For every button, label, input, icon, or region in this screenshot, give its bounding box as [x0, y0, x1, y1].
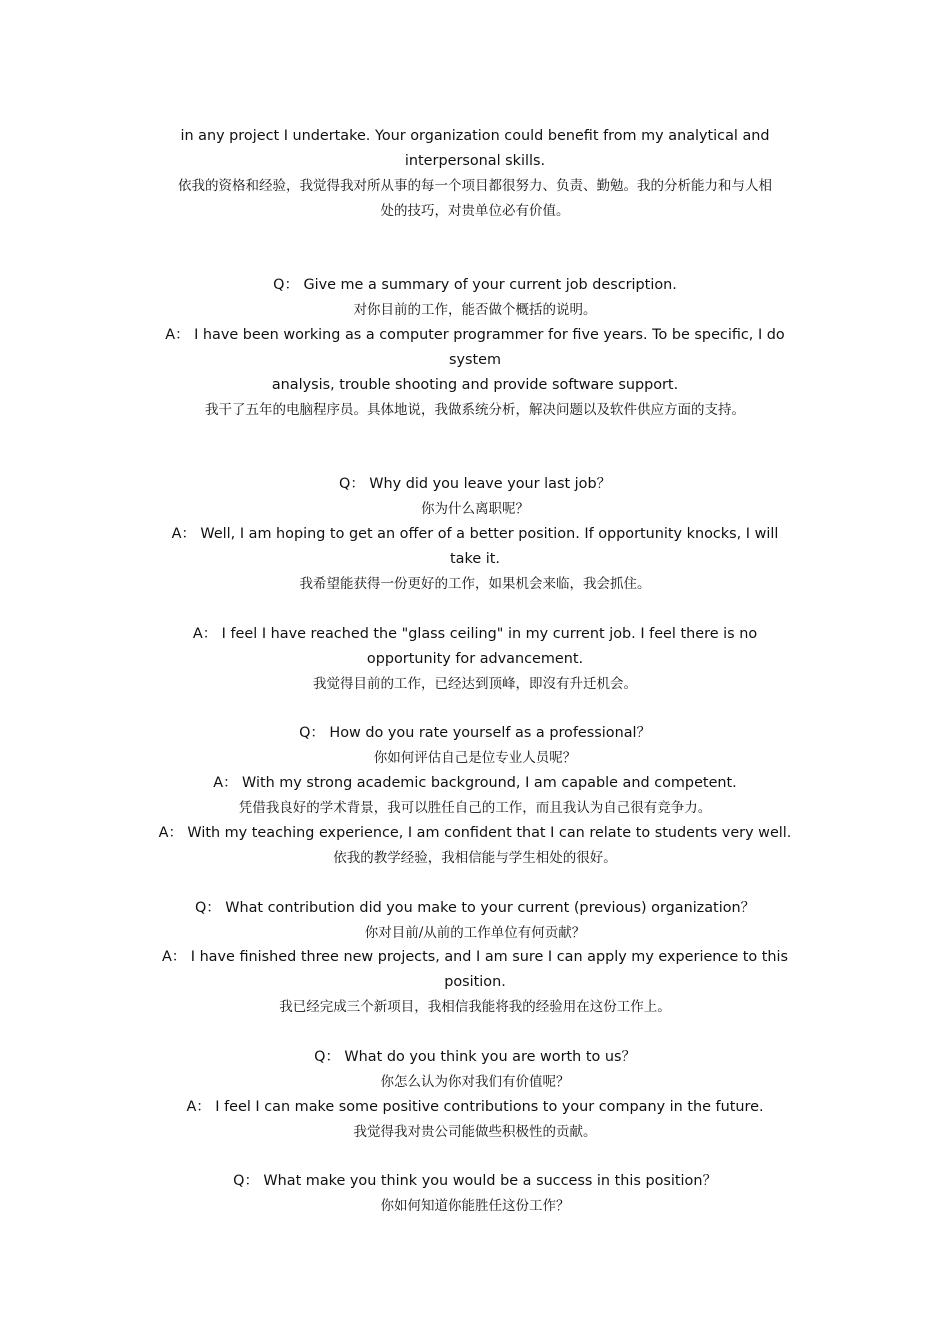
question-line: Q： How do you rate yourself as a professional？: [299, 725, 651, 742]
blank-line: [150, 696, 800, 721]
text-line: in any project I undertake. Your organization could benefit from my analytical and: [180, 128, 770, 144]
question-translation: 你怎么认为你对我们有价值呢？: [380, 1073, 570, 1090]
answer-translation: 我干了五年的电脑程序员。具体地说，我做系统分析，解决问题以及软件供应方面的支持。: [205, 401, 745, 418]
question-translation: 你如何知道你能胜任这份工作？: [380, 1198, 570, 1215]
blank-line: [150, 1145, 800, 1170]
blank-line: [150, 224, 800, 249]
answer-line: A： With my strong academic background, I am capable and competent.: [213, 775, 737, 792]
blank-line: [150, 423, 800, 448]
text-line-zh: 处的技巧，对贵单位必有价值。: [380, 202, 570, 219]
question-line: Q： Give me a summary of your current job description.: [273, 277, 677, 294]
question-line: Q： What contribution did you make to your current (previous) organization？: [194, 899, 756, 916]
answer-translation: 凭借我良好的学术背景，我可以胜任自己的工作，而且我认为自己很有竞争力。: [238, 800, 712, 817]
answer-translation: 我已经完成三个新项目，我相信我能将我的经验用在这份工作上。: [279, 999, 671, 1016]
answer-translation: 依我的教学经验，我相信能与学生相处的很好。: [333, 849, 617, 866]
answer-translation: 我觉得目前的工作，已经达到顶峰，即沒有升迁机会。: [313, 675, 637, 692]
answer-line: A： I have finished three new projects, and I am sure I can apply my experience to this: [161, 949, 789, 966]
blank-line: [150, 248, 800, 273]
answer-line: position.: [444, 974, 506, 991]
question-translation: 你为什么离职呢？: [421, 501, 529, 518]
answer-line: A： I feel I have reached the "glass ceiling" in my current job. I feel there is no: [192, 625, 758, 642]
question-line: Q： Why did you leave your last job？: [339, 476, 611, 493]
blank-line: [150, 597, 800, 622]
question-translation: 对你目前的工作，能否做个概括的说明。: [353, 302, 597, 319]
question-translation: 你对目前/从前的工作单位有何贡献？: [364, 924, 586, 941]
question-line: Q： What do you think you are worth to us？: [314, 1048, 636, 1065]
answer-line: A： I have been working as a computer programmer for five years. To be specific, I do: [165, 327, 785, 344]
question-line: Q： What make you think you would be a success in this position？: [233, 1173, 717, 1190]
answer-line: A： With my teaching experience, I am confident that I can relate to students very well.: [158, 824, 792, 841]
text-line-zh: 依我的资格和经验，我觉得我对所从事的每一个项目都很努力、负责、勤勉。我的分析能力和与人相: [178, 177, 772, 194]
answer-translation: 我觉得我对贵公司能做些积极性的贡献。: [353, 1123, 597, 1140]
question-translation: 你如何评估自己是位专业人员呢？: [373, 750, 577, 767]
document-page: [150, 124, 800, 1219]
answer-line: A： Well, I am hoping to get an offer of a better position. If opportunity knocks, I will: [171, 526, 779, 543]
blank-line: [150, 1020, 800, 1045]
text-line: interpersonal skills.: [404, 152, 546, 169]
blank-line: [150, 448, 800, 473]
answer-line: opportunity for advancement.: [366, 650, 584, 667]
answer-translation: 我希望能获得一份更好的工作，如果机会来临，我会抓住。: [299, 576, 651, 593]
answer-line: A： I feel I can make some positive contributions to your company in the future.: [186, 1098, 764, 1115]
answer-line: system: [448, 352, 502, 369]
answer-line: take it.: [450, 551, 500, 568]
answer-line: analysis, trouble shooting and provide software support.: [271, 376, 679, 393]
blank-line: [150, 871, 800, 896]
